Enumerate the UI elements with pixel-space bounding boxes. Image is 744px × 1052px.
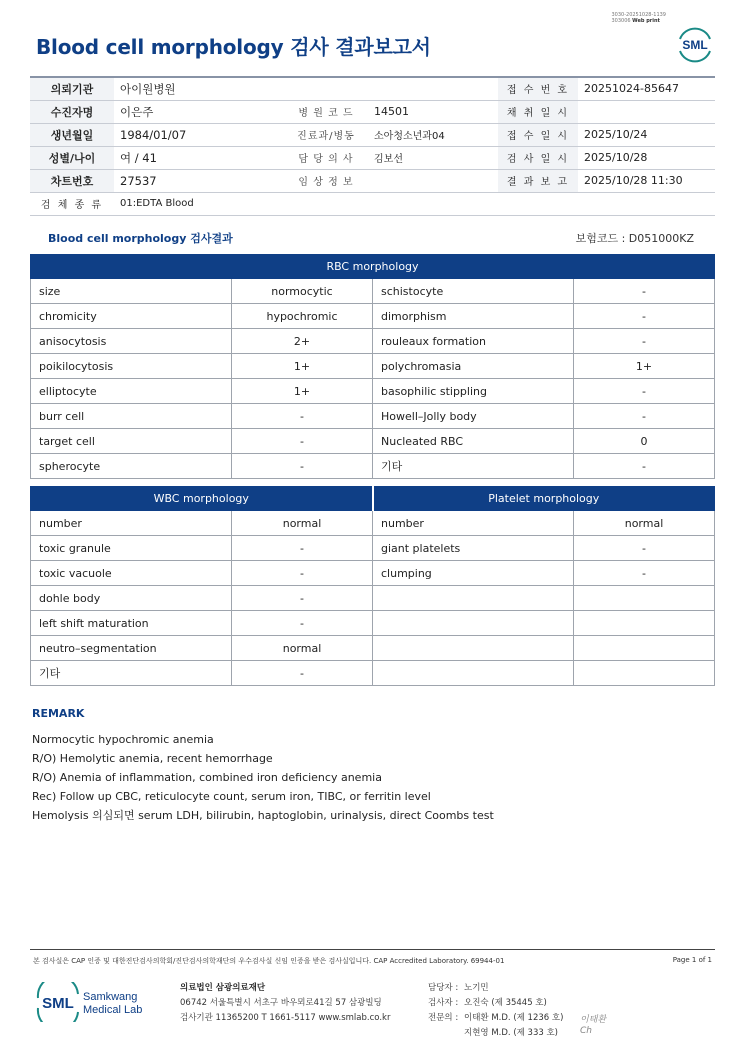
logo-sml-text: SML bbox=[42, 995, 74, 1012]
remark-title: REMARK bbox=[32, 707, 85, 720]
info-value: 여 / 41 bbox=[114, 146, 284, 169]
print-code-line: 303006 bbox=[611, 18, 631, 24]
info-row bbox=[30, 100, 715, 123]
table-row bbox=[31, 304, 715, 329]
info-value: 이은주 bbox=[114, 100, 284, 123]
cell: 2+ bbox=[232, 329, 373, 354]
table-row bbox=[31, 536, 715, 561]
lab-info bbox=[180, 981, 390, 1026]
info-label: 접 수 일 시 bbox=[498, 123, 578, 146]
info-value: 20251024-85647 bbox=[578, 77, 715, 100]
cell: 1+ bbox=[232, 379, 373, 404]
table-row bbox=[31, 279, 715, 304]
cell: - bbox=[574, 404, 715, 429]
lab-address: 06742 서울특별시 서초구 바우뫼로41길 57 삼광빌딩 bbox=[180, 998, 382, 1008]
staff-row bbox=[428, 1026, 563, 1041]
cell: - bbox=[232, 586, 373, 611]
cell: - bbox=[574, 329, 715, 354]
staff-row bbox=[428, 981, 563, 996]
table-row bbox=[31, 404, 715, 429]
cell: target cell bbox=[31, 429, 232, 454]
staff-row bbox=[428, 996, 563, 1011]
cell: 1+ bbox=[574, 354, 715, 379]
wbc-header-row bbox=[31, 487, 715, 511]
rbc-header-row bbox=[31, 255, 715, 279]
cell: - bbox=[232, 404, 373, 429]
staff-role: 담당자 : bbox=[428, 983, 459, 993]
cell: clumping bbox=[373, 561, 574, 586]
cell bbox=[373, 661, 574, 686]
cell: giant platelets bbox=[373, 536, 574, 561]
info-value: 소아청소년과04 bbox=[368, 123, 498, 146]
cell: rouleaux formation bbox=[373, 329, 574, 354]
cell: - bbox=[232, 661, 373, 686]
table-row bbox=[31, 454, 715, 479]
info-label: 병 원 코 드 bbox=[284, 100, 368, 123]
print-code-line: 3030-20251028-1139 bbox=[611, 12, 666, 18]
info-value: 아이원병원 bbox=[114, 77, 498, 100]
info-label: 검 사 일 시 bbox=[498, 146, 578, 169]
info-row bbox=[30, 169, 715, 192]
cell: normocytic bbox=[232, 279, 373, 304]
cell: size bbox=[31, 279, 232, 304]
patient-info-table bbox=[30, 76, 715, 216]
cell: number bbox=[31, 511, 232, 536]
cell bbox=[373, 586, 574, 611]
cell: - bbox=[232, 536, 373, 561]
info-label: 결 과 보 고 bbox=[498, 169, 578, 192]
cell: normal bbox=[232, 511, 373, 536]
cell: dohle body bbox=[31, 586, 232, 611]
cell: Nucleated RBC bbox=[373, 429, 574, 454]
remark-line: R/O) Anemia of inflammation, combined iron deficiency anemia bbox=[32, 771, 382, 784]
info-label: 접 수 번 호 bbox=[498, 77, 578, 100]
cell bbox=[373, 611, 574, 636]
cell bbox=[574, 636, 715, 661]
info-value: 2025/10/24 bbox=[578, 123, 715, 146]
cell bbox=[574, 611, 715, 636]
info-value: 14501 bbox=[368, 100, 498, 123]
info-row bbox=[30, 192, 715, 215]
lab-org: 의료법인 삼광의료재단 bbox=[180, 983, 266, 993]
info-row bbox=[30, 146, 715, 169]
cell bbox=[574, 661, 715, 686]
info-label: 성별/나이 bbox=[30, 146, 114, 169]
cell: toxic granule bbox=[31, 536, 232, 561]
cell: neutro–segmentation bbox=[31, 636, 232, 661]
info-value: 27537 bbox=[114, 169, 284, 192]
cell: - bbox=[574, 561, 715, 586]
cell: - bbox=[232, 561, 373, 586]
logo-line: Samkwang bbox=[83, 991, 138, 1003]
table-row bbox=[31, 611, 715, 636]
table-row bbox=[31, 379, 715, 404]
cell: elliptocyte bbox=[31, 379, 232, 404]
signature-1: 이태환 bbox=[580, 1015, 607, 1025]
cell: - bbox=[574, 304, 715, 329]
info-label: 생년월일 bbox=[30, 123, 114, 146]
cell: burr cell bbox=[31, 404, 232, 429]
table-row bbox=[31, 561, 715, 586]
staff-name: 이태환 M.D. (제 1236 호) bbox=[464, 1013, 564, 1023]
info-label: 검 체 종 류 bbox=[30, 192, 114, 215]
info-label: 담 당 의 사 bbox=[284, 146, 368, 169]
info-label: 수진자명 bbox=[30, 100, 114, 123]
results-section-title: Blood cell morphology 검사결과 bbox=[48, 232, 233, 245]
print-mode: Web print bbox=[632, 18, 660, 24]
cell: - bbox=[574, 379, 715, 404]
cell: 기타 bbox=[373, 454, 574, 479]
wbc-header: WBC morphology bbox=[31, 487, 373, 511]
info-label: 채 취 일 시 bbox=[498, 100, 578, 123]
platelet-header: Platelet morphology bbox=[373, 487, 715, 511]
insurance-code: 보험코드 : D051000KZ bbox=[575, 232, 694, 245]
table-row bbox=[31, 586, 715, 611]
table-row bbox=[31, 429, 715, 454]
logo-text: SML bbox=[682, 38, 708, 52]
cell: number bbox=[373, 511, 574, 536]
staff-name: 오진숙 (제 35445 호) bbox=[464, 998, 547, 1008]
info-value: 2025/10/28 bbox=[578, 146, 715, 169]
accreditation-note: 본 검사실은 CAP 인증 및 대한진단검사의학회/진단검사의학재단의 우수검사실 신임 인증을 받은 검사실입니다. CAP Accredited Laboratory. 69944-01 bbox=[33, 957, 505, 965]
cell: 1+ bbox=[232, 354, 373, 379]
staff-info bbox=[428, 981, 563, 1041]
remark-line: Normocytic hypochromic anemia bbox=[32, 733, 214, 746]
remark-text bbox=[32, 730, 494, 825]
wbc-platelet-morphology-table bbox=[30, 486, 715, 686]
rbc-morphology-table bbox=[30, 254, 715, 479]
remark-line: R/O) Hemolytic anemia, recent hemorrhage bbox=[32, 752, 273, 765]
cell: polychromasia bbox=[373, 354, 574, 379]
cell: hypochromic bbox=[232, 304, 373, 329]
samkwang-logo-icon bbox=[36, 982, 156, 1022]
rbc-header: RBC morphology bbox=[31, 255, 715, 279]
table-row bbox=[31, 354, 715, 379]
cell: - bbox=[232, 611, 373, 636]
cell: toxic vacuole bbox=[31, 561, 232, 586]
cell: - bbox=[232, 454, 373, 479]
page-number: Page 1 of 1 bbox=[672, 956, 712, 964]
info-value bbox=[578, 100, 715, 123]
info-value: 01:EDTA Blood bbox=[114, 192, 715, 215]
info-label: 임 상 정 보 bbox=[284, 169, 368, 192]
info-value: 2025/10/28 11:30 bbox=[578, 169, 715, 192]
cell: - bbox=[574, 454, 715, 479]
cell: normal bbox=[232, 636, 373, 661]
cell: anisocytosis bbox=[31, 329, 232, 354]
staff-role: 전문의 : bbox=[428, 1013, 459, 1023]
cell: Howell–Jolly body bbox=[373, 404, 574, 429]
remark-line: Rec) Follow up CBC, reticulocyte count, serum iron, TIBC, or ferritin level bbox=[32, 790, 431, 803]
info-label: 의뢰기관 bbox=[30, 77, 114, 100]
cell bbox=[574, 586, 715, 611]
info-value: 1984/01/07 bbox=[114, 123, 284, 146]
cell: - bbox=[574, 279, 715, 304]
info-label: 차트번호 bbox=[30, 169, 114, 192]
staff-row bbox=[428, 1011, 563, 1026]
signature-2: Ch bbox=[580, 1026, 592, 1036]
cell: poikilocytosis bbox=[31, 354, 232, 379]
staff-name: 노기민 bbox=[464, 983, 489, 993]
info-row bbox=[30, 123, 715, 146]
table-row bbox=[31, 329, 715, 354]
footer-divider bbox=[30, 949, 715, 950]
lab-contact: 검사기관 11365200 T 1661-5117 www.smlab.co.kr bbox=[180, 1013, 391, 1023]
cell: - bbox=[232, 429, 373, 454]
cell: schistocyte bbox=[373, 279, 574, 304]
staff-name: 지현영 M.D. (제 333 호) bbox=[464, 1028, 559, 1038]
info-value bbox=[368, 169, 498, 192]
page-title: Blood cell morphology 검사 결과보고서 bbox=[36, 35, 431, 59]
print-code bbox=[611, 12, 666, 24]
remark-line: Hemolysis 의심되면 serum LDH, bilirubin, haptoglobin, urinalysis, direct Coombs test bbox=[32, 809, 494, 822]
info-value: 김보선 bbox=[368, 146, 498, 169]
sml-logo-icon bbox=[676, 25, 714, 63]
cell bbox=[373, 636, 574, 661]
cell: left shift maturation bbox=[31, 611, 232, 636]
table-row bbox=[31, 511, 715, 536]
table-row bbox=[31, 636, 715, 661]
cell: spherocyte bbox=[31, 454, 232, 479]
logo-line: Medical Lab bbox=[83, 1004, 143, 1016]
cell: basophilic stippling bbox=[373, 379, 574, 404]
table-row bbox=[31, 661, 715, 686]
cell: chromicity bbox=[31, 304, 232, 329]
cell: 기타 bbox=[31, 661, 232, 686]
cell: dimorphism bbox=[373, 304, 574, 329]
cell: - bbox=[574, 536, 715, 561]
cell: normal bbox=[574, 511, 715, 536]
info-row bbox=[30, 77, 715, 100]
cell: 0 bbox=[574, 429, 715, 454]
info-label: 진료과/병동 bbox=[284, 123, 368, 146]
staff-role: 검사자 : bbox=[428, 998, 459, 1008]
